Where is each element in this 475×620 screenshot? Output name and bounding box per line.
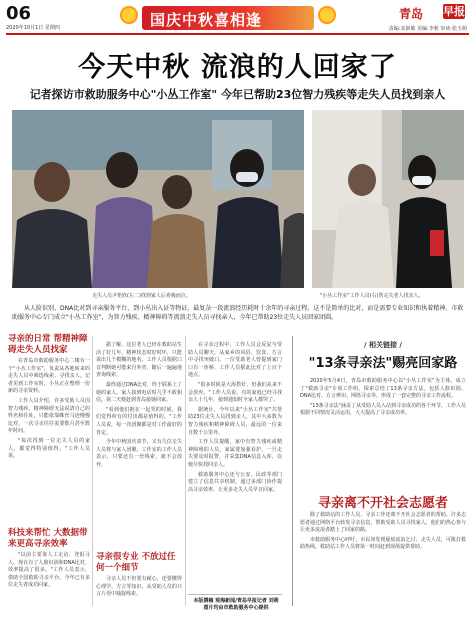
sidebar-title: "13条寻亲法"赐亮回家路: [308, 356, 458, 371]
paragraph: "每次找到一位走失人员的家人，都觉得特别值得。"工作人员说。: [8, 437, 90, 460]
column-1b: [8, 552, 90, 592]
section-banner: [142, 6, 314, 30]
paragraph: 据了解，这位老人已经在救助站生活了好几年，精神状态时好时坏，只能说出几个模糊的地名。工作人员根据口音判断她可能来自外省，随后一遍遍地查询线索。: [96, 342, 182, 379]
sidebar-body-2: [300, 512, 466, 554]
photo2-caption: "小丛工作室"工作人员(右)帮走失老人找亲人。: [320, 293, 424, 299]
sidebar-tag: / 相关链接 /: [364, 341, 402, 349]
lantern-icon: [120, 6, 138, 24]
staff-photo-art: [312, 110, 464, 288]
paragraph: 在寻亲过程中，工作人员会反复与受助人员聊天，从家乡的风俗、饮食、方言中寻找突破口。一位受助老人曾提到家门口有一座桥，工作人员据此比对了上百个地点。: [188, 342, 282, 379]
paragraph: 据统计，今年以来"小丛工作室"共帮助23位走失人员找到亲人，其中大多数为智力残疾和精神障碍人员，最远的一位来自数千公里外。: [188, 406, 282, 436]
column-1: [8, 358, 90, 463]
photo1-caption: 走失人员尹伦欣(左二)找到家人后喜极而泣。: [92, 293, 191, 299]
column-3: [188, 342, 282, 496]
footer-divider: [188, 594, 282, 595]
column-divider: [185, 336, 186, 606]
paragraph: "看到他们抱在一起哭的时候，我们觉得所有的付出都是值得的。"工作人员说，每一次团聚都是对工作最好的肯定。: [96, 406, 182, 436]
paragraph: "以前主要靠人工走访、登报寻人，现在有了人脸识别和DNA比对，效率提高了很多。"工作人员表示，借助全国救助寻亲平台，今年已有多位走失者成功回家。: [8, 552, 90, 589]
reunion-photo-art: [12, 110, 304, 288]
column-divider: [92, 336, 93, 606]
sidebar-body: [300, 378, 466, 420]
headline: 今天中秋 流浪的人回家了: [78, 52, 397, 83]
paragraph: 在青岛市救助服务中心二楼有一个"小丛工作室"，负责从各地转来的走失人员中筛选线索、寻找亲人。记者见到工作室时，小丛正在整理一份新的寻亲资料。: [8, 358, 90, 395]
paragraph: "很多时候是大海捞针，但我们从来不会放弃。"工作人员说，有的家庭已经寻找亲人十几年，接到通知时全家人都哭了。: [188, 381, 282, 404]
moon-icon: [318, 6, 336, 24]
section-heading-tech: 科技来帮忙 大数据带来更高寻亲效率: [8, 528, 88, 549]
subheadline: 记者探访市救助服务中心"小丛工作室" 今年已帮助23位智力残疾等走失人员找到亲人: [29, 88, 446, 101]
section-heading-professional: 寻亲很专业 不放过任何一个细节: [96, 552, 176, 573]
section-banner-title: 国庆中秋喜相逢: [150, 11, 263, 29]
section-heading-daily: 寻亲的日常 帮精神障碍走失人员找家: [8, 334, 88, 355]
paragraph: 工作人员介绍，许多受助人员因智力残疾、精神障碍无法说清自己的姓名和住址，只能依靠蛛丝马迹慢慢比对，一次寻亲往往需要数月甚至数年时间。: [8, 397, 90, 435]
newspaper-logo: [399, 4, 467, 20]
intro-paragraph: 从人脸识别、DNA比对到寻亲服务平台，到小丛出入证等物证，最复杂一段流浪经历耗时十余年的寻亲过程。这不是简单的比对，而是需要专业知识和执着精神。市救助服务中心专门成立"小丛工作室"，为智力残疾、精神障碍等流浪走失人员寻找亲人，今年已帮助23位走失人员回家团圆。: [12, 305, 464, 321]
page-number: 06: [6, 3, 32, 24]
editors-credit: 责编:宋新敏 美编:李莉 审读:张玉萌: [388, 26, 467, 32]
column-2: [96, 342, 182, 472]
paragraph: 工作人员提醒，家中有智力残疾或精神障碍的人员，家属要加强看护，一旦走失要及时报警，并采集DNA信息入库，以便尽快找回亲人。: [188, 439, 282, 468]
column-2b: [96, 576, 182, 601]
sidebar-divider: [292, 336, 293, 606]
paragraph: 除了救助站的工作人员，寻亲工作还离不开社会志愿者的帮助。许多志愿者通过网络平台转发寻亲信息，帮助受助人员寻找家人，他们的热心参与让更多流浪者踏上了回家的路。: [300, 512, 466, 534]
paragraph: 2020年5月4日，青岛市救助服务中心以"小丛工作室"为主体，成立了"救助寻亲"专项工作组，探索总结了13条寻亲方法，包括人脸识别、DNA比对、方言辨识、网络寻亲等，形成了一套完整的寻亲工作流程。: [300, 378, 466, 400]
header-divider: [6, 33, 469, 35]
paragraph: 今年中秋国庆双节，又有几位走失人员将与家人团聚。工作室的工作人员表示，只要还有一丝线索，就不会放弃。: [96, 439, 182, 468]
sidebar-title-volunteers: 寻亲离不开社会志愿者: [317, 496, 448, 511]
paragraph: 救助服务中心还与公安、民政等部门建立了信息共享机制，通过多部门协作提高寻亲效率，让更多走失人员早日回家。: [188, 471, 282, 493]
paragraph: 市救助服务中心呼吁，市民如发现疑似流浪乞讨、走失人员，可拨打救助热线，救助站工作人员将第一时间赶到现场提供帮助。: [300, 536, 466, 551]
reunion-photo: [12, 110, 304, 288]
issue-date: 2020年10月1日 星期四: [6, 25, 60, 31]
byline-footer: 本版撰稿 观海新闻/青岛早报记者 刘萌 图片均由市救助服务中心提供: [193, 598, 279, 611]
logo-text-paper: 早报: [443, 5, 465, 18]
logo-text-city: 青岛: [399, 7, 424, 21]
paragraph: 最终通过DNA比对，终于联系上了她的家人。家人接到电话时几乎不敢相信，第二天便赶到青岛接她回家。: [96, 381, 183, 404]
paragraph: "13条寻亲法"涵盖了从受助人员入站到寻亲成功的各个环节，工作人员根据不同情况灵活运用，大大提高了寻亲成功率。: [300, 402, 466, 417]
paragraph: 寻亲人员不但要有耐心，还要懂得心理学、方言等知识，从受助人员的只言片语中捕捉线索。: [96, 576, 182, 598]
staff-photo: [312, 110, 464, 288]
